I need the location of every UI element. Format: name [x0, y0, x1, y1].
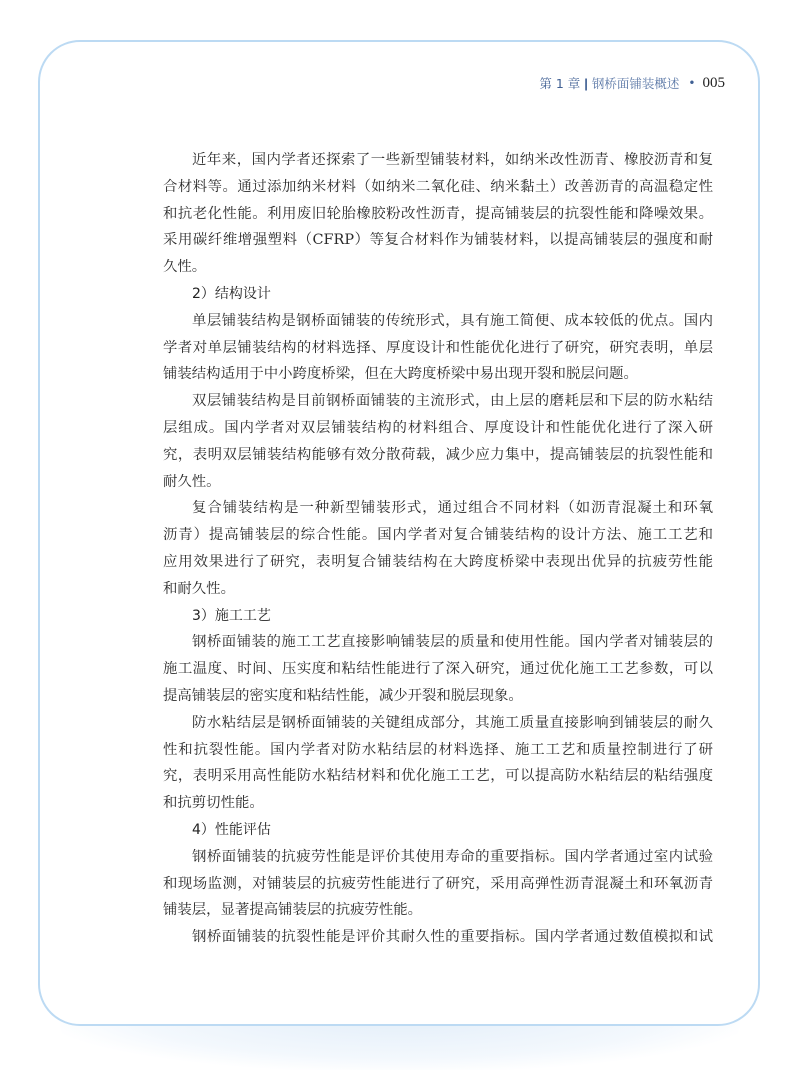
paragraph: [163, 388, 713, 495]
text-line: 双层铺装结构是目前钢桥面铺装的主流形式，由上层的磨耗层和下层的防水粘结: [192, 393, 713, 410]
text-line: 和现场监测，对铺装层的抗疲劳性能进行了研究，采用高弹性沥青混凝土和环氧沥青: [163, 875, 713, 892]
text-line: 耐久性。: [163, 473, 221, 490]
text-line: 和耐久性。: [163, 580, 235, 597]
page-number: 005: [702, 74, 725, 91]
text-line: 钢桥面铺装的抗裂性能是评价其耐久性的重要指标。国内学者通过数值模拟和试: [192, 929, 713, 946]
text-line: 采用碳纤维增强塑料（CFRP）等复合材料作为铺装材料，以提高铺装层的强度和耐: [163, 232, 713, 249]
text-line: 究，表明采用高性能防水粘结材料和优化施工工艺，可以提高防水粘结层的粘结强度: [163, 768, 713, 785]
text-line: 沥青）提高铺装层的综合性能。国内学者对复合铺装结构的设计方法、施工工艺和: [163, 527, 713, 544]
text-line: 近年来，国内学者还探索了一些新型铺装材料，如纳米改性沥青、橡胶沥青和复: [192, 152, 713, 168]
header-separator: |: [584, 75, 588, 91]
text-line: 究，表明双层铺装结构能够有效分散荷载，减少应力集中，提高铺装层的抗裂性能和: [163, 446, 713, 463]
paragraph: [163, 495, 713, 602]
section-heading: 3）施工工艺: [192, 607, 271, 624]
text-line: 单层铺装结构是钢桥面铺装的传统形式，具有施工简便、成本较低的优点。国内: [192, 312, 713, 329]
text-line: 钢桥面铺装的施工工艺直接影响铺装层的质量和使用性能。国内学者对铺装层的: [192, 634, 713, 651]
body-text: [163, 147, 713, 951]
text-line: 铺装层，显著提高铺装层的抗疲劳性能。: [163, 902, 423, 919]
text-line: 和抗剪切性能。: [163, 795, 264, 812]
running-header: [539, 74, 725, 92]
text-line: 提高铺装层的密实度和粘结性能，减少开裂和脱层现象。: [163, 687, 523, 704]
section-heading: 2）结构设计: [192, 285, 271, 302]
paragraph: [163, 147, 713, 281]
text-line: 和抗老化性能。利用废旧轮胎橡胶粉改性沥青，提高铺装层的抗裂性能和降噪效果。: [163, 205, 713, 222]
text-line: 施工温度、时间、压实度和粘结性能进行了深入研究，通过优化施工工艺参数，可以: [163, 661, 713, 678]
text-line: 铺装结构适用于中小跨度桥梁，但在大跨度桥梁中易出现开裂和脱层问题。: [163, 366, 638, 383]
text-line: 学者对单层铺装结构的材料选择、厚度设计和性能优化进行了研究，研究表明，单层: [163, 339, 713, 356]
chapter-title: 钢桥面铺装概述: [591, 76, 680, 91]
paragraph: [163, 308, 713, 388]
paragraph: [163, 710, 713, 817]
section-heading: 4）性能评估: [192, 821, 271, 838]
paragraph: [163, 629, 713, 709]
text-line: 层组成。国内学者对双层铺装结构的材料组合、厚度设计和性能优化进行了深入研: [163, 419, 713, 436]
text-line: 复合铺装结构是一种新型铺装形式，通过组合不同材料（如沥青混凝土和环氧: [192, 500, 713, 517]
chapter-label: 第 1 章: [539, 76, 581, 91]
text-line: 合材料等。通过添加纳米材料（如纳米二氧化硅、纳米黏土）改善沥青的高温稳定性: [163, 178, 713, 195]
text-line: 防水粘结层是钢桥面铺装的关键组成部分，其施工质量直接影响到铺装层的耐久: [192, 714, 713, 731]
text-line: 钢桥面铺装的抗疲劳性能是评价其使用寿命的重要指标。国内学者通过室内试验: [192, 848, 713, 865]
paragraph: [163, 924, 713, 951]
text-line: 性和抗裂性能。国内学者对防水粘结层的材料选择、施工工艺和质量控制进行了研: [163, 741, 713, 758]
paragraph: [163, 844, 713, 924]
text-line: 久性。: [163, 259, 207, 276]
bullet-icon: •: [688, 76, 696, 90]
text-line: 应用效果进行了研究，表明复合铺装结构在大跨度桥梁中表现出优异的抗疲劳性能: [163, 553, 713, 570]
